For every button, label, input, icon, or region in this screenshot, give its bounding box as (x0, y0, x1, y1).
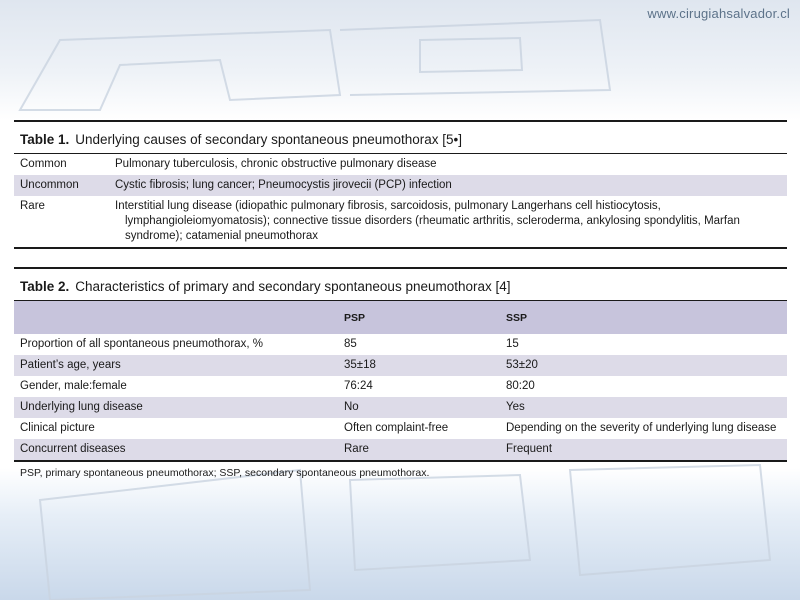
row-label: Proportion of all spontaneous pneumothorax, % (20, 338, 263, 350)
table-row (14, 196, 787, 247)
document-content (14, 120, 787, 484)
ssp-value: Frequent (506, 443, 553, 455)
psp-value: Rare (344, 443, 369, 455)
psp-value: 76:24 (344, 380, 373, 392)
table1 (14, 154, 787, 247)
psp-value: 35±18 (344, 359, 376, 371)
table1-text: Interstitial lung disease (idiopathic pulmonary fibrosis, sarcoidosis, pulmonary Langerhans cell histiocytosis, (115, 200, 661, 212)
column-header-blank (20, 311, 344, 326)
table2-title: Characteristics of primary and secondary spontaneous pneumothorax [4] (75, 279, 511, 294)
table1-text-continued: lymphangioleiomyomatosis); connective tissue disorders (rheumatic arthritis, scleroderma, ankylosing spondylitis, Marfan (125, 215, 740, 227)
table1-category: Common (20, 158, 67, 170)
psp-value: No (344, 401, 359, 413)
ssp-value: 15 (506, 338, 519, 350)
table2-label: Table 2. (20, 279, 70, 294)
row-label: Concurrent diseases (20, 443, 126, 455)
table-row (14, 439, 787, 460)
table1-title: Underlying causes of secondary spontaneous pneumothorax [5•] (75, 132, 462, 147)
table1-text: Cystic fibrosis; lung cancer; Pneumocystis jirovecii (PCP) infection (115, 179, 452, 191)
table1-text-continued: syndrome); catamenial pneumothorax (125, 230, 319, 242)
table1-text-block (115, 199, 781, 244)
table1-category: Uncommon (20, 179, 79, 191)
table2-footnote: PSP, primary spontaneous pneumothorax; SSP, secondary spontaneous pneumothorax. (20, 467, 430, 479)
psp-value: 85 (344, 338, 357, 350)
ssp-value: 80:20 (506, 380, 535, 392)
ssp-value: 53±20 (506, 359, 538, 371)
psp-value: Often complaint-free (344, 422, 449, 434)
table2 (14, 301, 787, 460)
table1-text: Pulmonary tuberculosis, chronic obstructive pulmonary disease (115, 158, 437, 170)
row-label: Clinical picture (20, 422, 95, 434)
ssp-value: Depending on the severity of underlying lung disease (506, 422, 777, 434)
table-row (14, 418, 787, 439)
table-row (14, 376, 787, 397)
column-header-psp: PSP (344, 312, 366, 324)
table1-label: Table 1. (20, 132, 70, 147)
row-label: Gender, male:female (20, 380, 127, 392)
table2-header-row (14, 301, 787, 334)
row-label: Patient’s age, years (20, 359, 121, 371)
column-header-ssp: SSP (506, 312, 528, 324)
table-row (14, 334, 787, 355)
site-url[interactable]: www.cirugiahsalvador.cl (647, 6, 790, 21)
table1-caption (14, 122, 787, 153)
table2-caption (14, 269, 787, 300)
table-row (14, 175, 787, 196)
table-row (14, 355, 787, 376)
ssp-value: Yes (506, 401, 525, 413)
table1-category: Rare (20, 200, 45, 212)
row-label: Underlying lung disease (20, 401, 143, 413)
table-row (14, 397, 787, 418)
table-row (14, 154, 787, 175)
